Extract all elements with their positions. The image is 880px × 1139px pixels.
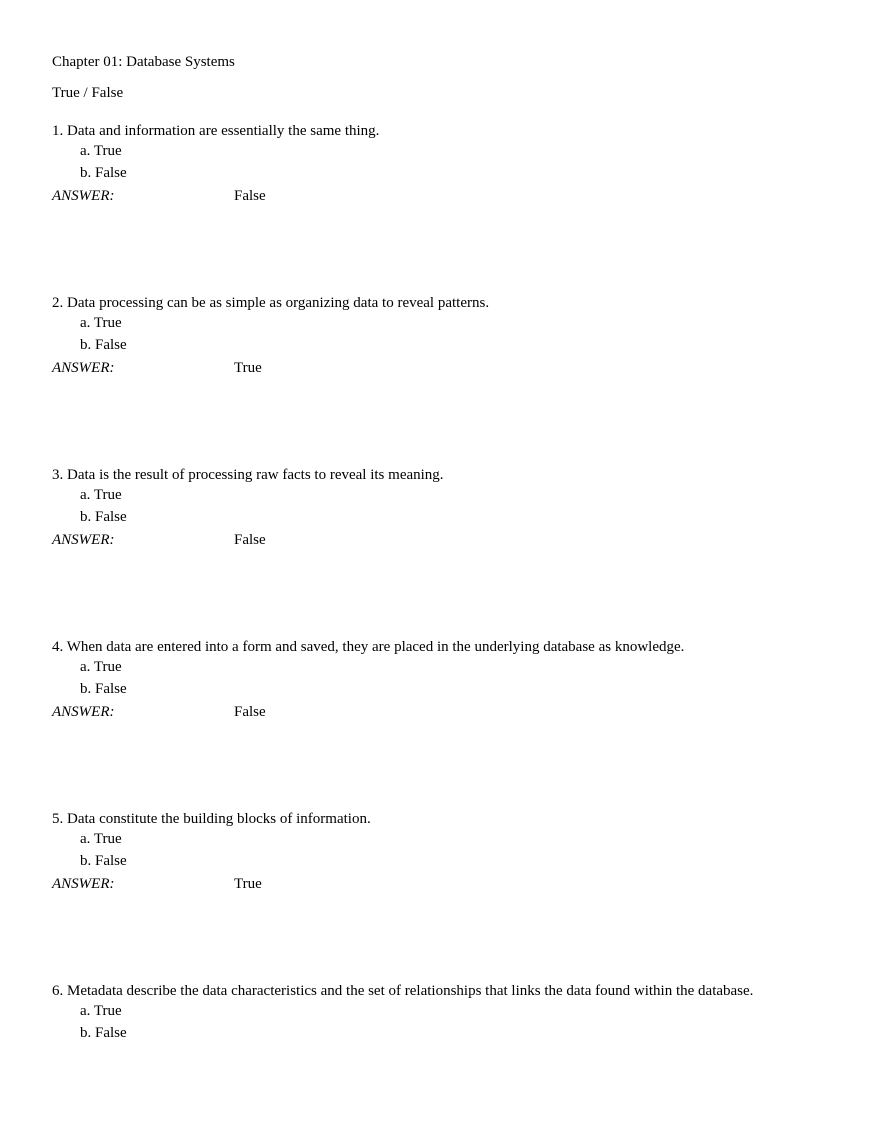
answer-value: False xyxy=(234,704,266,720)
question-text: 3. Data is the result of processing raw facts to reveal its meaning. xyxy=(52,467,444,483)
option-false: b. False xyxy=(80,853,127,869)
answer-value: True xyxy=(234,876,262,892)
answer-label: ANSWER: xyxy=(52,532,115,548)
question-text: 2. Data processing can be as simple as organizing data to reveal patterns. xyxy=(52,295,490,311)
answer-value: False xyxy=(234,188,266,204)
option-true: a. True xyxy=(80,315,122,331)
option-false: b. False xyxy=(80,509,127,525)
option-true: a. True xyxy=(80,487,122,503)
question-text: 1. Data and information are essentially the same thing. xyxy=(52,123,380,139)
answer-label: ANSWER: xyxy=(52,704,115,720)
answer-value: True xyxy=(234,360,262,376)
answer-label: ANSWER: xyxy=(52,876,115,892)
answer-label: ANSWER: xyxy=(52,360,115,376)
option-false: b. False xyxy=(80,337,127,353)
section-title: True / False xyxy=(52,85,124,101)
question-text: 5. Data constitute the building blocks of information. xyxy=(52,811,371,827)
option-false: b. False xyxy=(80,1025,127,1041)
option-true: a. True xyxy=(80,1003,122,1019)
chapter-title: Chapter 01: Database Systems xyxy=(52,54,235,70)
answer-label: ANSWER: xyxy=(52,188,115,204)
question-text: 4. When data are entered into a form and saved, they are placed in the underlying database as knowledge. xyxy=(52,639,685,655)
option-true: a. True xyxy=(80,659,122,675)
option-true: a. True xyxy=(80,831,122,847)
answer-value: False xyxy=(234,532,266,548)
option-false: b. False xyxy=(80,681,127,697)
option-true: a. True xyxy=(80,143,122,159)
option-false: b. False xyxy=(80,165,127,181)
question-text: 6. Metadata describe the data characteristics and the set of relationships that links the data found within the database. xyxy=(52,983,754,999)
